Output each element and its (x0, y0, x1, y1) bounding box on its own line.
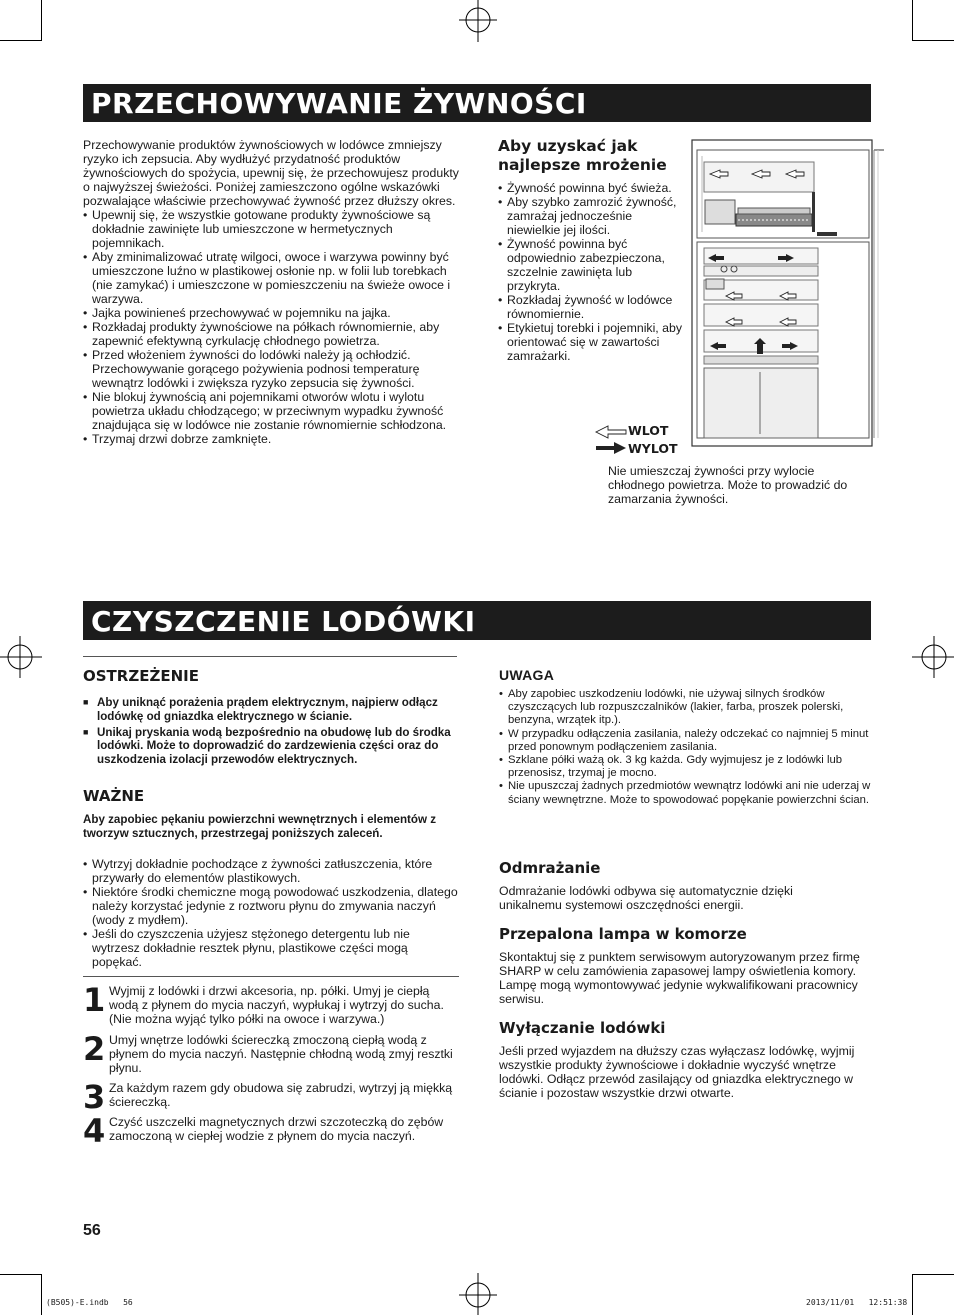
list-item: • Jeśli do czyszczenia użyjesz stężonego detergentu lub nie wytrzesz dokładnie resztek płynu, plastikowe części mogą popękać. (83, 927, 461, 969)
registration-mark-left (0, 636, 42, 678)
list-item: • Żywność powinna być odpowiednio zabezpieczona, szczelnie zawinięta lub przykryta. (498, 237, 684, 293)
page-number: 56 (83, 1222, 101, 1239)
crop-mark (912, 0, 913, 41)
footer-file-info: (B505)-E.indb 56 (46, 1298, 133, 1307)
legend-outlet-label: WYLOT (628, 441, 678, 456)
crop-mark (912, 1274, 913, 1315)
lamp-text: Skontaktuj się z punktem serwisowym autoryzowanym przez firmę SHARP w celu zamówienia zapasowej lampy oświetlenia komory. Lampę mogą wymontowywać jedynie wykwalifikowani pracownicy serwisu. (499, 950, 860, 1006)
important-heading: WAŻNE (83, 787, 145, 805)
airflow-legend-arrows (594, 424, 628, 456)
step-number: 1 (83, 981, 106, 1019)
storage-intro: Przechowywanie produktów żywnościowych w lodówce zmniejszy ryzyko ich zepsucia. Aby wydłużyć przydatność produktów żywnościowych do spożycia, upewnij się, że przechowujesz produkty o najwyższej świeżości. Poniżej zamieszczono ogólne wskazówki pozwalające właściwie przechowywać żywność przez dłuższy okres. (83, 138, 459, 208)
divider (83, 976, 459, 977)
list-item: • Trzymaj drzwi dobrze zamknięte. (83, 432, 461, 446)
important-lead: Aby zapobiec pękaniu powierzchni wewnętrznych i elementów z tworzyw sztucznych, przestrzegaj poniższych zaleceń. (83, 813, 437, 840)
list-item: ■ Unikaj pryskania wodą bezpośrednio na obudowę lub do środka lodówki. Może to doprowadzić do zardzewienia części oraz do uszkodzenia izolacji przewodów elektrycznych. (83, 726, 459, 767)
list-item: • Wytrzyj dokładnie pochodzące z żywności zatłuszczenia, które przywarły do elementów plastikowych. (83, 857, 461, 885)
step-number: 2 (83, 1030, 106, 1068)
registration-mark-top (457, 0, 499, 42)
warning-heading: OSTRZEŻENIE (83, 667, 199, 685)
list-item: • Rozkładaj produkty żywnościowe na półkach równomiernie, aby zapewnić efektywną cyrkulację chłodnego powietrza. (83, 320, 461, 348)
freezing-heading: Aby uzyskać jak najlepsze mrożenie (498, 137, 667, 174)
list-item: ■ Aby uniknąć porażenia prądem elektrycznym, najpierw odłącz lodówkę od gniazdka elektrycznego w ścianie. (83, 696, 459, 724)
legend-inlet-label: WLOT (628, 423, 669, 438)
freezing-tips (498, 181, 684, 363)
list-item: • Nie blokuj żywnością ani pojemnikami otworów wlotu i wylotu powietrza układu chłodzącego; w przeciwnym wypadku żywność znajdująca się w lodówce nie zostanie równomiernie schłodzona. (83, 390, 461, 432)
crop-mark (912, 40, 954, 41)
fridge-airflow-illustration (690, 136, 886, 452)
list-item: • Jajka powinieneś przechowywać w pojemniku na jajka. (83, 306, 461, 320)
crop-mark (0, 40, 42, 41)
list-item: • Etykietuj torebki i pojemniki, aby orientować się w zawartości zamrażarki. (498, 321, 684, 363)
cleaning-step-4 (83, 1112, 459, 1150)
crop-mark (41, 1274, 42, 1315)
step-text: Umyj wnętrze lodówki ściereczką zmoczoną ciepłą wodą z płynem do mycia naczyń. Następnie chłodną wodą zmyj resztki płynu. (109, 1033, 453, 1075)
crop-mark (912, 1274, 954, 1275)
step-text: Za każdym razem gdy obudowa się zabrudzi, wytrzyj ją miękką ściereczką. (109, 1081, 453, 1109)
caution-list (499, 688, 874, 807)
step-number: 4 (83, 1112, 106, 1150)
caution-heading: UWAGA (499, 667, 555, 683)
list-item: • Upewnij się, że wszystkie gotowane produkty żywnościowe są dokładnie zawinięte lub umieszczone w hermetycznych pojemnikach. (83, 208, 461, 250)
list-item: • W przypadku odłączenia zasilania, należy odczekać co najmniej 5 minut przed ponownym podłączeniem zasilania. (499, 728, 874, 754)
registration-mark-right (912, 636, 954, 678)
defrost-heading: Odmrażanie (499, 859, 601, 877)
step-number: 3 (83, 1078, 106, 1116)
footer-timestamp: 2013/11/01 12:51:38 (806, 1298, 908, 1307)
warning-list (83, 696, 459, 769)
list-item: • Przed włożeniem żywności do lodówki należy ją ochłodzić. Przechowywanie gorącego pożywienia podnosi temperaturę wewnątrz lodówki i zwiększa ryzyko zepsucia się żywności. (83, 348, 461, 390)
switch-off-text: Jeśli przed wyjazdem na dłuższy czas wyłączasz lodówkę, wyjmij wszystkie produkty żywnościowe i dokładnie wyczyść wnętrze lodówki. Odłącz przewód zasilający od gniazdka elektrycznego w ścianie i pozostaw wszystkie drzwi otwarte. (499, 1044, 855, 1100)
step-text: Wyjmij z lodówki i drzwi akcesoria, np. półki. Umyj je ciepłą wodą z płynem do mycia naczyń, wypłukaj i wytrzyj do sucha. (Nie można wyjąć tylko półki na owoce i warzywa.) (109, 984, 444, 1026)
cleaning-step-2 (83, 1030, 459, 1075)
list-item: • Rozkładaj żywność w lodówce równomiernie. (498, 293, 684, 321)
airflow-note: Nie umieszczaj żywności przy wylocie chłodnego powietrza. Może to prowadzić do zamarzania żywności. (608, 464, 848, 506)
cleaning-step-3 (83, 1078, 459, 1116)
list-item: • Aby szybko zamrozić żywność, zamrażaj jednocześnie niewielkie jej ilości. (498, 195, 684, 237)
section-banner-cleaning: CZYSZCZENIE LODÓWKI (83, 601, 871, 640)
storage-tips-list (83, 208, 461, 446)
step-text: Czyść uszczelki magnetycznych drzwi szczoteczką do zębów zamoczoną w ciepłej wodzie z płynem do mycia naczyń. (109, 1115, 444, 1143)
list-item: • Szklane półki ważą ok. 3 kg każda. Gdy wyjmujesz je z lodówki lub przenosisz, trzymaj je mocno. (499, 754, 874, 780)
list-item: • Aby zminimalizować utratę wilgoci, owoce i warzywa powinny być umieszczone luźno w plastikowej osłonie np. w folii lub torebkach (nie zamykać) i umieszczone w pomieszczeniu na świeże owoce i warzywa. (83, 250, 461, 306)
divider (83, 656, 457, 657)
list-item: • Niektóre środki chemiczne mogą powodować uszkodzenia, dlatego należy korzystać jedynie z roztworu płynu do zmywania naczyń (wody z mydłem). (83, 885, 461, 927)
registration-mark-bottom (457, 1273, 499, 1315)
list-item: • Żywność powinna być świeża. (498, 181, 684, 195)
defrost-text: Odmrażanie lodówki odbywa się automatycznie dzięki unikalnemu systemowi oszczędności energii. (499, 884, 793, 912)
lamp-heading: Przepalona lampa w komorze (499, 925, 747, 943)
important-tips (83, 857, 461, 969)
cleaning-step-1 (83, 981, 459, 1026)
list-item: • Aby zapobiec uszkodzeniu lodówki, nie używaj silnych środków czyszczących lub rozpuszczalników (lakier, farba, proszek polerski, benzyna, wrzątek itp.). (499, 688, 874, 728)
crop-mark (41, 0, 42, 41)
switch-off-heading: Wyłączanie lodówki (499, 1019, 666, 1037)
storage-text-column (83, 138, 461, 446)
crop-mark (0, 1274, 42, 1275)
list-item: • Nie upuszczaj żadnych przedmiotów wewnątrz lodówki ani nie uderzaj w ściany wewnętrzne. Może to spowodować popękanie powierzchni ścian. (499, 780, 874, 806)
section-banner-storage: PRZECHOWYWANIE ŻYWNOŚCI (83, 84, 871, 122)
